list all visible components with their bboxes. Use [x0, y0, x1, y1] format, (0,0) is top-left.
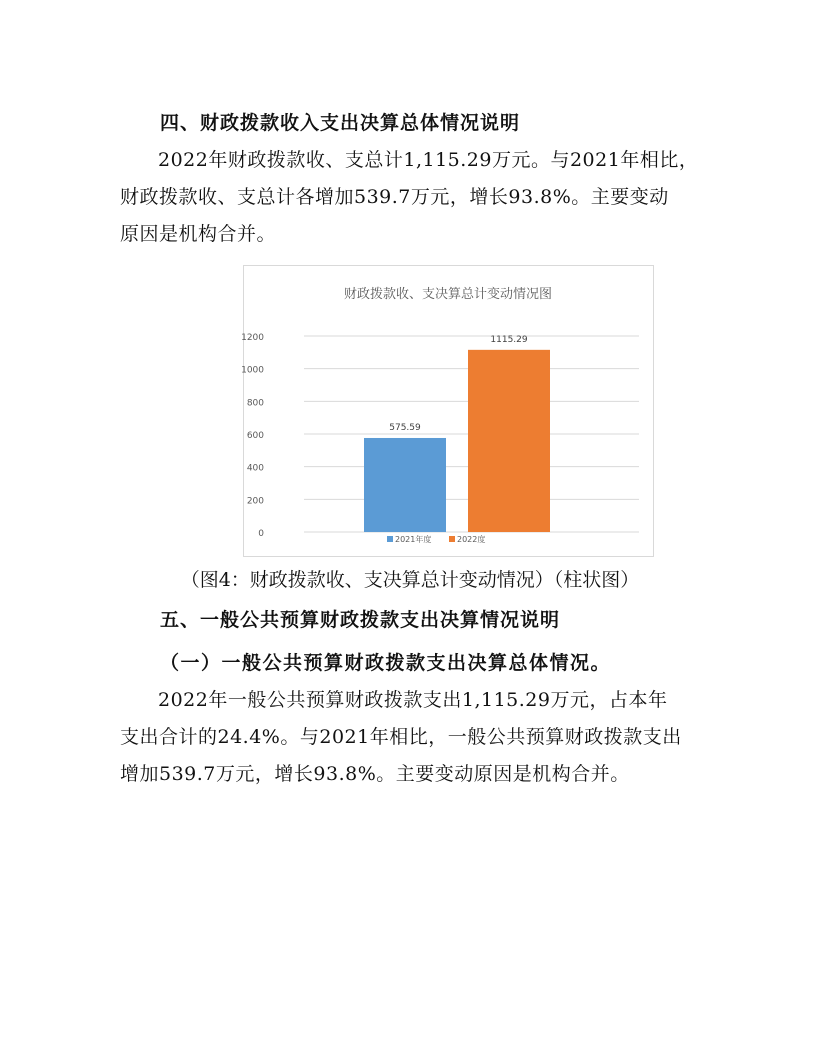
figure-caption: （图4：财政拨款收、支决算总计变动情况）（柱状图）: [180, 569, 640, 591]
legend-swatch: [387, 536, 393, 542]
paragraph-line: 支出合计的24.4%。与2021年相比，一般公共预算财政拨款支出: [120, 726, 682, 748]
y-tick-label: 400: [246, 463, 264, 474]
section-4-paragraph: [120, 142, 700, 253]
section-5-paragraph: [120, 682, 700, 793]
legend-label: 2022度: [457, 535, 486, 544]
section-4-heading: 四、财政拨款收入支出决算总体情况说明: [160, 112, 521, 134]
y-tick-label: 200: [246, 496, 264, 507]
paragraph-line: 2022年财政拨款收、支总计1,115.29万元。与2021年相比，: [158, 149, 699, 171]
legend-swatch: [449, 536, 455, 542]
bar-chart: [241, 266, 653, 556]
legend-label: 2021年度: [395, 535, 432, 544]
section-5-heading: 五、一般公共预算财政拨款支出决算情况说明: [160, 609, 561, 631]
section-5-subheading: （一）一般公共预算财政拨款支出决算总体情况。: [160, 652, 612, 674]
bar-chart-frame: [243, 265, 654, 557]
data-label: 1115.29: [490, 334, 528, 345]
bar-2: [468, 350, 550, 532]
paragraph-line: 增加539.7万元，增长93.8%。主要变动原因是机构合并。: [120, 763, 630, 785]
paragraph-line: 财政拨款收、支总计各增加539.7万元，增长93.8%。主要变动: [120, 186, 669, 208]
y-tick-label: 0: [258, 529, 264, 539]
chart-title: 财政拨款收、支决算总计变动情况图: [343, 287, 553, 302]
data-label: 575.59: [389, 422, 421, 433]
y-tick-label: 1200: [241, 333, 264, 343]
y-tick-label: 1000: [241, 365, 264, 376]
paragraph-line: 原因是机构合并。: [120, 223, 277, 245]
y-tick-label: 600: [246, 431, 264, 441]
y-tick-label: 800: [246, 398, 264, 409]
bar-1: [364, 438, 446, 532]
paragraph-line: 2022年一般公共预算财政拨款支出1,115.29万元，占本年: [158, 689, 668, 711]
